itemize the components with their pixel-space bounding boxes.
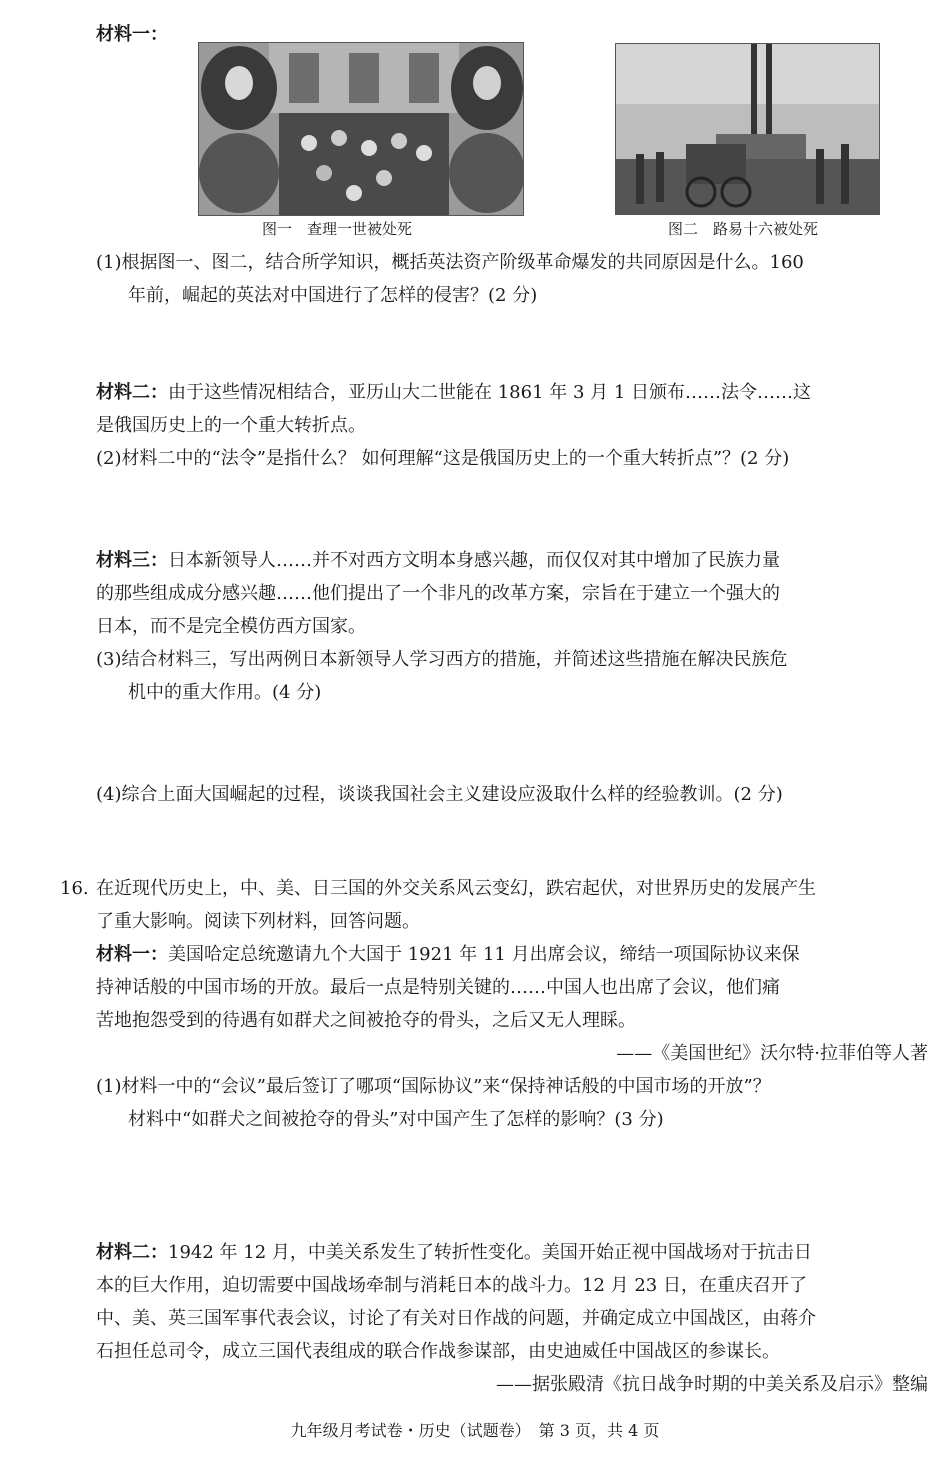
question-16-number: 16. [60,878,89,899]
question-2: (2)材料二中的“法令”是指什么？ 如何理解“这是俄国历史上的一个重大转折点”？(2 分) [96,448,790,469]
q16-material-2-source: ——据张殿清《抗日战争时期的中美关系及启示》整编 [496,1374,928,1395]
question-4: (4)综合上面大国崛起的过程，谈谈我国社会主义建设应汲取什么样的经验教训。(2 分) [96,784,783,805]
q16-material-1-label: 材料一： [96,944,168,965]
material-2-label: 材料二： [96,382,168,403]
question-3-line-2: 机中的重大作用。(4 分) [128,682,322,703]
q16-material-2-line-4: 石担任总司令，成立三国代表组成的联合作战参谋部，由史迪威任中国战区的参谋长。 [96,1341,780,1362]
q16-material-2-text-1: 1942 年 12 月，中美关系发生了转折性变化。美国开始正视中国战场对于抗击日 [168,1242,812,1263]
question-1-line-2: 年前，崛起的英法对中国进行了怎样的侵害？(2 分) [128,285,538,306]
q16-material-2-line-3: 中、美、英三国军事代表会议，讨论了有关对日作战的问题，并确定成立中国战区，由蒋介 [96,1308,816,1329]
q16-material-2-line-2: 本的巨大作用，迫切需要中国战场牵制与消耗日本的战斗力。12 月 23 日，在重庆召开了 [96,1275,807,1296]
question-16-intro-line-2: 了重大影响。阅读下列材料，回答问题。 [96,911,420,932]
q16-material-2-label: 材料二： [96,1242,168,1263]
page-footer: 九年级月考试卷・历史（试题卷） 第 3 页，共 4 页 [290,1421,660,1440]
material-3-line-3: 日本，而不是完全模仿西方国家。 [96,616,366,637]
figure-2-image [615,43,880,215]
material-1-label: 材料一： [96,24,168,45]
q16-material-2-line-1 [96,1236,812,1270]
figure-1-caption: 图一 查理一世被处死 [262,220,413,238]
material-2-line-2: 是俄国历史上的一个重大转折点。 [96,415,366,436]
material-2-text-1: 由于这些情况相结合，亚历山大二世能在 1861 年 3 月 1 日颁布……法令……这 [168,382,812,403]
q16-material-1-source: ——《美国世纪》沃尔特·拉菲伯等人著 [616,1043,928,1064]
question-16-intro-line-1: 在近现代历史上，中、美、日三国的外交关系风云变幻，跌宕起伏，对世界历史的发展产生 [96,878,816,899]
figure-1-image [198,42,524,216]
q16-material-1-line-1 [96,938,800,972]
question-1-line-1: (1)根据图一、图二，结合所学知识，概括英法资产阶级革命爆发的共同原因是什么。160 [96,252,804,273]
q16-material-1-line-2: 持神话般的中国市场的开放。最后一点是特别关键的……中国人也出席了会议，他们痛 [96,977,780,998]
q16-material-1-text-1: 美国哈定总统邀请九个大国于 1921 年 11 月出席会议，缔结一项国际协议来保 [168,944,800,965]
material-3-label: 材料三： [96,550,168,571]
question-3-line-1: (3)结合材料三，写出两例日本新领导人学习西方的措施，并简述这些措施在解决民族危 [96,649,788,670]
q16-question-1-line-2: 材料中“如群犬之间被抢夺的骨头”对中国产生了怎样的影响？(3 分) [128,1109,664,1130]
material-3-text-1: 日本新领导人……并不对西方文明本身感兴趣，而仅仅对其中增加了民族力量 [168,550,780,571]
q16-question-1-line-1: (1)材料一中的“会议”最后签订了哪项“国际协议”来“保持神话般的中国市场的开放”？ [96,1076,771,1097]
execution-of-louis-xvi-illustration [616,44,879,214]
execution-of-charles-i-illustration [199,43,523,215]
q16-material-1-line-3: 苦地抱怨受到的待遇有如群犬之间被抢夺的骨头，之后又无人理睬。 [96,1010,636,1031]
material-2-line-1 [96,376,811,410]
material-3-line-2: 的那些组成成分感兴趣……他们提出了一个非凡的改革方案，宗旨在于建立一个强大的 [96,583,780,604]
figure-2-caption: 图二 路易十六被处死 [668,220,819,238]
material-3-line-1 [96,544,780,578]
